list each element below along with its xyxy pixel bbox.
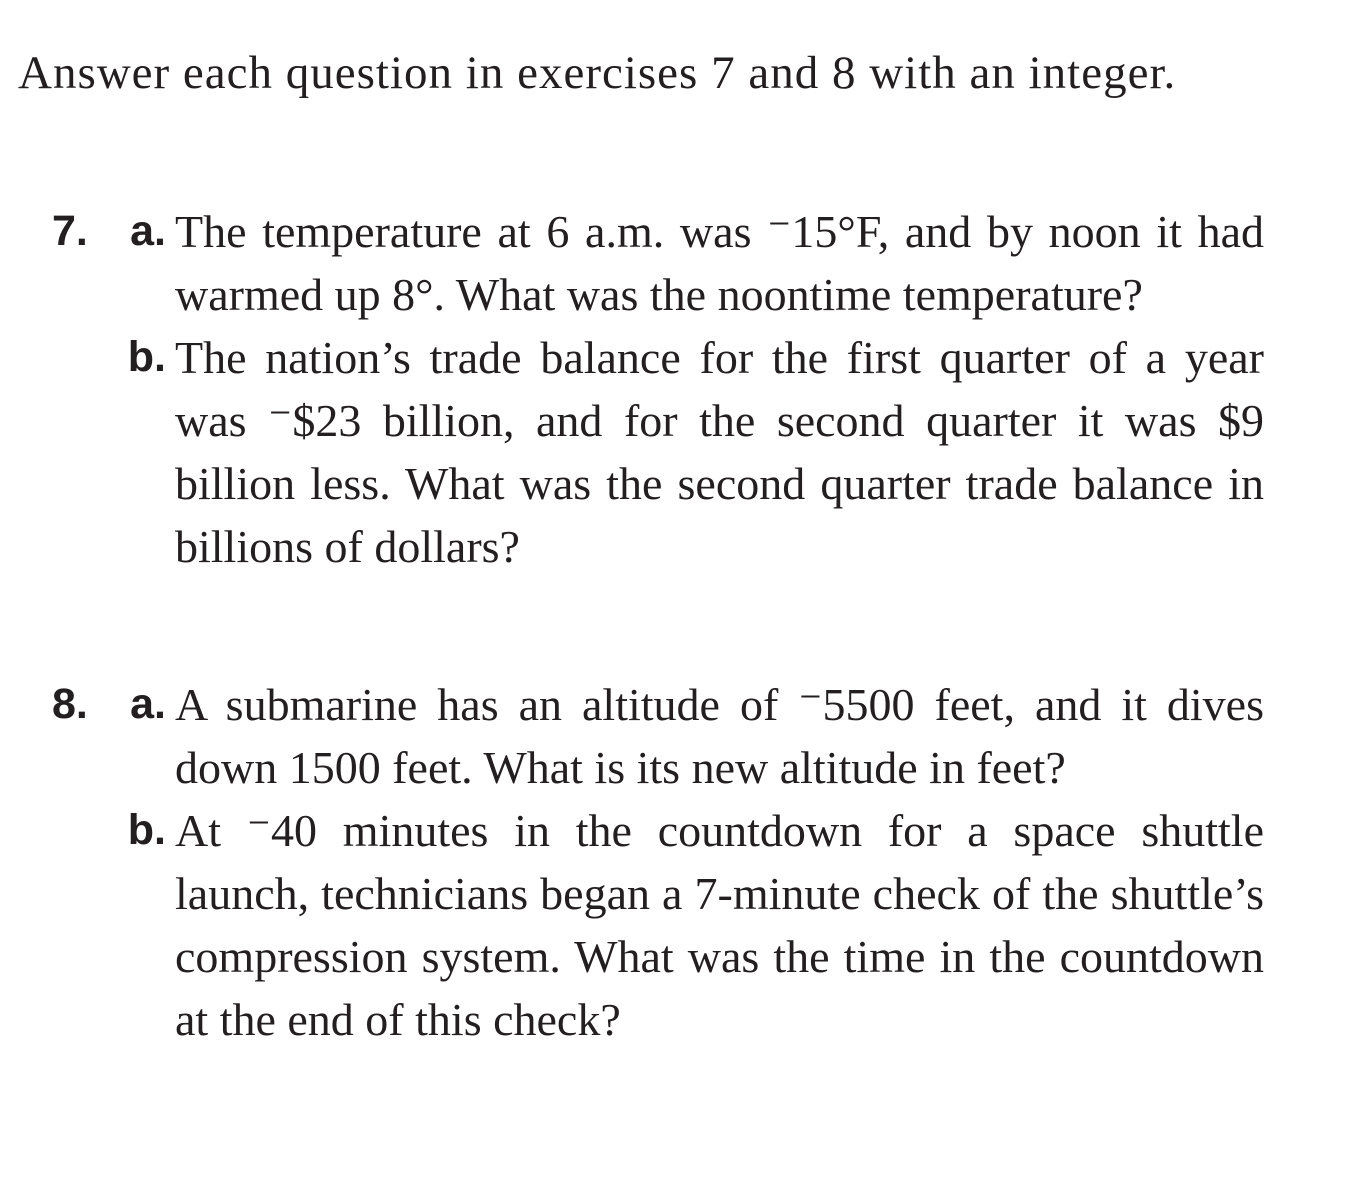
exercise-8-part-b [0,799,1264,1051]
exercise-7-part-a [0,200,1264,326]
part-letter: b. [127,806,166,854]
instructions-text: Answer each question in exercises 7 and 8 with an integer. [18,47,1177,99]
exercise-7-part-b [0,326,1264,578]
exercise-7 [0,200,1264,578]
question-text: At ⁻40 minutes in the countdown for a space shuttle launch, technicians began a 7-minute check of the shuttle’s compression system. What was the time in the countdown at the end of this check? [175,805,1264,1045]
question-text: A submarine has an altitude of ⁻5500 feet, and it dives down 1500 feet. What is its new altitude in feet? [175,679,1264,793]
part-letter: a. [130,680,166,728]
question-text: The temperature at 6 a.m. was ⁻15°F, and by noon it had warmed up 8°. What was the noontime temperature? [175,206,1264,320]
part-letter: a. [130,207,166,255]
exercise-number: 8. [52,680,88,728]
exercise-8-part-a [0,673,1264,799]
exercise-8 [0,673,1264,1051]
part-letter: b. [127,333,166,381]
exercise-number: 7. [52,207,88,255]
question-text: The nation’s trade balance for the first quarter of a year was ⁻$23 billion, and for the second quarter it was $9 billion less. What was the second quarter trade balance in billions of dollars? [175,332,1264,572]
